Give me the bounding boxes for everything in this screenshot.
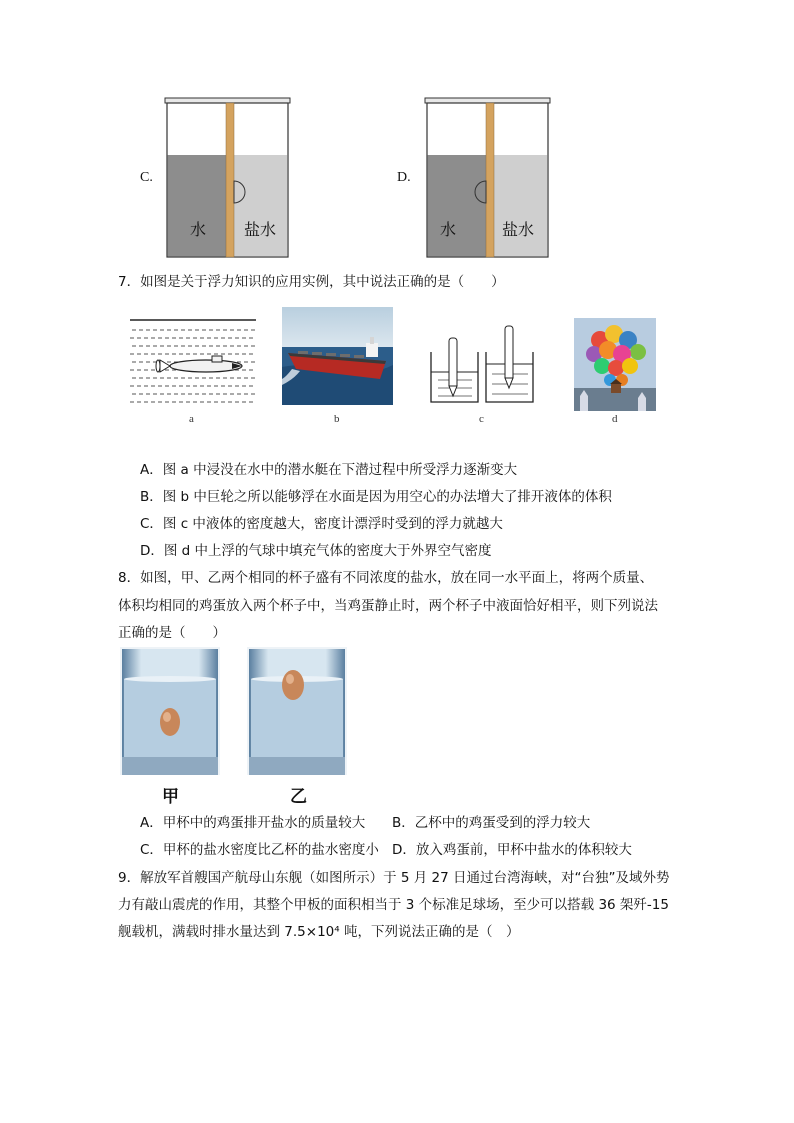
balloon-house-photo	[574, 318, 656, 411]
caption-a: a	[189, 413, 194, 425]
q7-stem: 7．如图是关于浮力知识的应用实例，其中说法正确的是（ ）	[118, 274, 505, 290]
cup-jia-photo	[120, 647, 220, 775]
q7-option-d: D．图 d 中上浮的气球中填充气体的密度大于外界空气密度	[140, 543, 492, 559]
q8-stem-line-1: 8．如图，甲、乙两个相同的杯子盛有不同浓度的盐水，放在同一水平面上，将两个质量、	[118, 570, 654, 586]
q8-option-c: C．甲杯的盐水密度比乙杯的盐水密度小	[140, 842, 379, 858]
caption-c: c	[479, 413, 484, 425]
cargo-ship-photo	[282, 307, 393, 405]
salt-water-label-c: 盐水	[244, 220, 277, 239]
q9-stem-line-1: 9．解放军首艘国产航母山东舰（如图所示）于 5 月 27 日通过台湾海峡，对“台独”及域外势	[118, 870, 670, 886]
water-label-c: 水	[190, 220, 207, 239]
container-diagram-d	[420, 95, 555, 260]
q9-stem-line-2: 力有敲山震虎的作用，其整个甲板的面积相当于 3 个标准足球场，至少可以搭载 36 架歼-15	[118, 897, 669, 913]
q8-stem-line-3: 正确的是（ ）	[118, 625, 226, 641]
q8-option-b: B．乙杯中的鸡蛋受到的浮力较大	[392, 815, 591, 831]
q7-option-b: B．图 b 中巨轮之所以能够浮在水面是因为用空心的办法增大了排开液体的体积	[140, 489, 612, 505]
q7-option-c: C．图 c 中液体的密度越大，密度计漂浮时受到的浮力就越大	[140, 516, 503, 532]
cup-yi-label: 乙	[290, 787, 307, 807]
cup-jia-label: 甲	[162, 787, 179, 807]
cup-yi-photo	[247, 647, 347, 775]
option-d-label: D.	[397, 170, 411, 185]
q7-option-a: A．图 a 中浸没在水中的潜水艇在下潜过程中所受浮力逐渐变大	[140, 462, 518, 478]
option-c-label: C.	[140, 170, 153, 185]
water-label-d: 水	[440, 220, 457, 239]
q8-stem-line-2: 体积均相同的鸡蛋放入两个杯子中，当鸡蛋静止时，两个杯子中液面恰好相平，则下列说法	[118, 598, 658, 614]
q9-stem-line-3: 舰载机，满载时排水量达到 7.5×10⁴ 吨，下列说法正确的是（ ）	[118, 924, 520, 940]
q8-option-d: D．放入鸡蛋前，甲杯中盐水的体积较大	[392, 842, 632, 858]
q8-option-a: A．甲杯中的鸡蛋排开盐水的质量较大	[140, 815, 366, 831]
salt-water-label-d: 盐水	[502, 220, 535, 239]
container-diagram-c	[160, 95, 295, 260]
submarine-figure	[128, 316, 260, 408]
hydrometer-figure	[428, 322, 538, 404]
caption-d: d	[612, 413, 618, 425]
caption-b: b	[334, 413, 340, 425]
